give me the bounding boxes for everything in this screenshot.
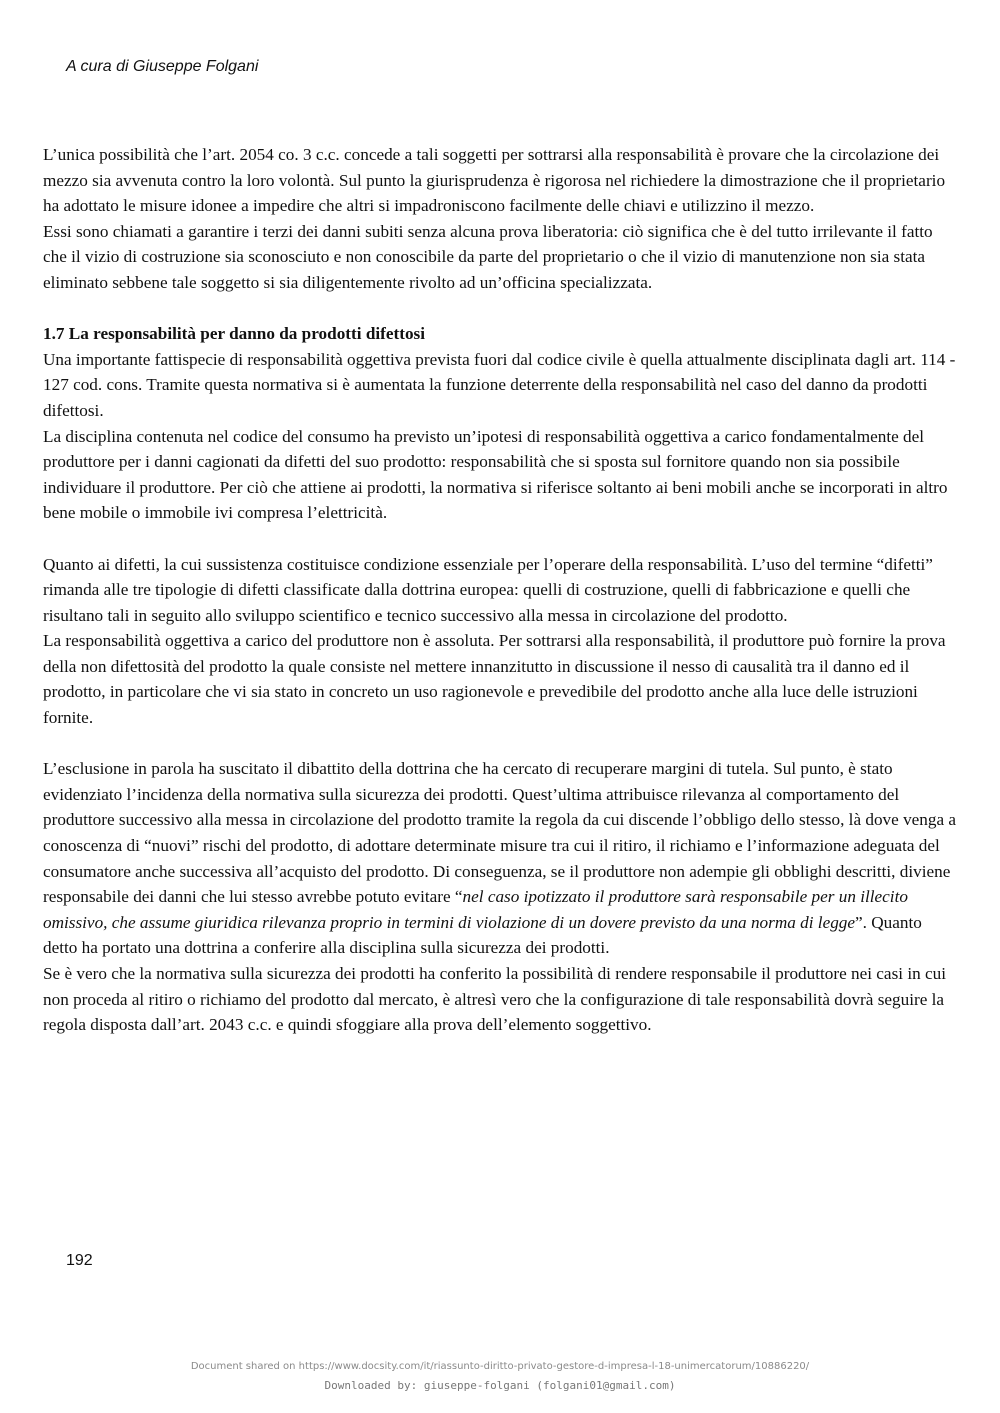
paragraph: Essi sono chiamati a garantire i terzi dei danni subiti senza alcuna prova liberatoria: ciò significa che è del tutto irrilevante il fatto che il vizio di costruzione sia sconosciuto e non conoscibile da parte del proprietario o che il vizio di manutenzione non sia stata eliminato sebbene tale soggetto si sia diligentemente rivolto ad un’officina specializzata. — [43, 221, 933, 292]
paragraph: Se è vero che la normativa sulla sicurezza dei prodotti ha conferito la possibilità di rendere responsabile il produttore nei casi in cui non proceda al ritiro o richiamo del prodotto dal mercato, è altresì vero che la configurazione di tale responsabilità dovrà seguire la regola disposta dall’art. 2043 c.c. e quindi sfoggiare alla prova dell’elemento soggettivo. — [43, 964, 946, 1035]
document-body — [43, 142, 958, 1038]
paragraph: La responsabilità oggettiva a carico del produttore non è assoluta. Per sottrarsi alla responsabilità, il produttore può fornire la prova della non difettosità del prodotto la quale consiste nel mettere innanzitutto in discussione il nesso di causalità tra il danno ed il prodotto, in particolare che vi sia stato in concreto un uso ragionevole e prevedibile del prodotto anche alla luce delle istruzioni fornite. — [43, 631, 946, 728]
footer-downloaded-by: Downloaded by: giuseppe-folgani (folgani01@gmail.com) — [324, 1379, 676, 1392]
footer-shared-link: Document shared on https://www.docsity.com/it/riassunto-diritto-privato-gestore-d-impresa-l-18-unimercatorum/10886220/ — [190, 1361, 810, 1372]
paragraph-text: L’esclusione in parola ha suscitato il dibattito della dottrina che ha cercato di recuperare margini di tutela. Sul punto, è stato evidenziato l’incidenza della normativa sulla sicurezza dei prodotti. Quest’ultima attribuisce rilevanza al comportamento del produttore successivo alla messa in circolazione del prodotto tramite la regola da cui discende l’obbligo dello stesso, là dove venga a conoscenza di “nuovi” rischi del prodotto, di adottare determinate misure tra cui il ritiro, il richiamo e l’informazione adeguata del consumatore anche successiva all’acquisto del prodotto. Di conseguenza, se il produttore non adempie gli obblighi descritti, diviene responsabile dei danni che lui stesso avrebbe potuto evitare “ — [43, 759, 957, 907]
italic-quote: nel caso ipotizzato il produttore sarà responsabile per un illecito omissivo, che assume giuridica rilevanza proprio in termini di violazione di un dovere previsto da una norma di legge — [43, 887, 908, 932]
paragraph: L’unica possibilità che l’art. 2054 co. 3 c.c. concede a tali soggetti per sottrarsi alla responsabilità è provare che la circolazione dei mezzo sia avvenuta contro la loro volontà. Sul punto la giurisprudenza è rigorosa nel richiedere la dimostrazione che il proprietario ha adottato le misure idonee a impedire che altri si impadroniscono facilmente delle chiavi e utilizzino il mezzo. — [43, 145, 946, 216]
page-header-author: A cura di Giuseppe Folgani — [66, 58, 259, 75]
paragraph-text: ”. Quanto detto ha portato una dottrina a conferire alla disciplina sulla sicurezza dei prodotti. — [43, 912, 922, 958]
paragraph-spacer — [43, 296, 958, 322]
paragraph: La disciplina contenuta nel codice del consumo ha previsto un’ipotesi di responsabilità oggettiva a carico fondamentalmente del produttore per i danni cagionati da difetti del suo prodotto: responsabilità che si sposta sul fornitore quando non sia possibile individuare il produttore. Per ciò che attiene ai prodotti, la normativa si riferisce soltanto ai beni mobili anche se incorporati in altro bene mobile o immobile ivi compresa l’elettricità. — [43, 426, 948, 523]
section-heading: 1.7 La responsabilità per danno da prodotti difettosi — [43, 324, 426, 344]
page-number: 192 — [66, 1252, 93, 1269]
paragraph-with-quote — [43, 756, 958, 961]
paragraph: Una importante fattispecie di responsabilità oggettiva prevista fuori dal codice civile è quella attualmente disciplinata dagli art. 114 - 127 cod. cons. Tramite questa normativa si è aumentata la funzione deterrente della responsabilità nel caso del danno da prodotti difettosi. — [43, 349, 956, 420]
paragraph: Quanto ai difetti, la cui sussistenza costituisce condizione essenziale per l’operare della responsabilità. L’uso del termine “difetti” rimanda alle tre tipologie di difetti classificate dalla dottrina europea: quelli di costruzione, quelli di fabbricazione e quelli che risultano tali in seguito allo sviluppo scientifico e tecnico successivo alla messa in circolazione del prodotto. — [43, 554, 933, 625]
paragraph-spacer — [43, 731, 958, 757]
paragraph-spacer — [43, 526, 958, 552]
